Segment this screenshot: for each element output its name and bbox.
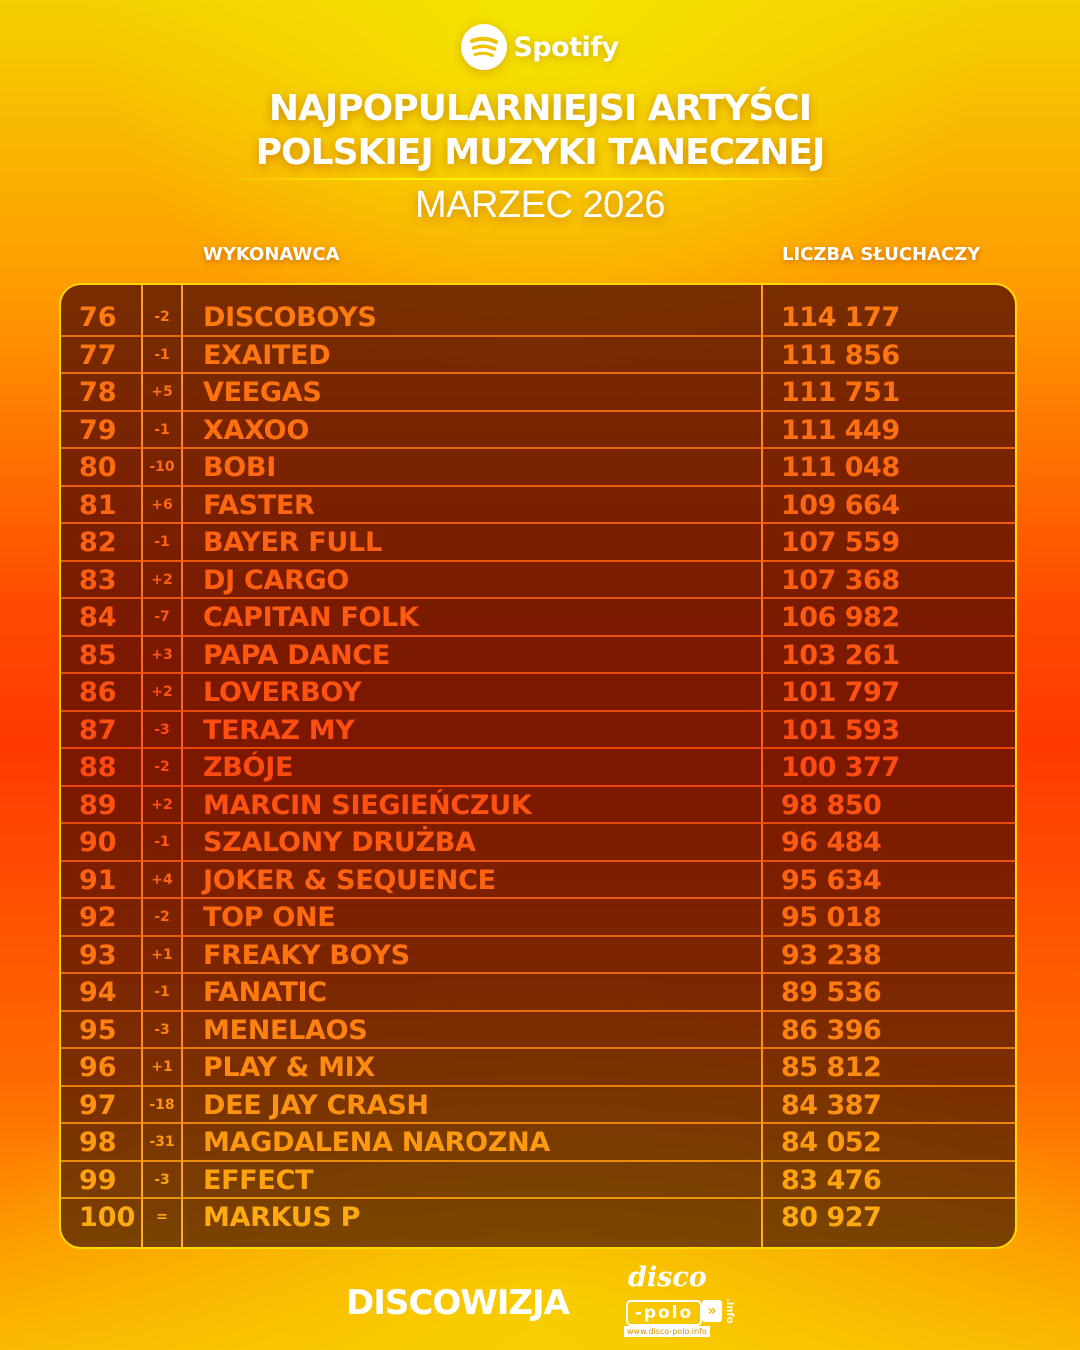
artist-cell: CAPITAN FOLK — [203, 602, 419, 633]
rank-cell: 99 — [79, 1164, 117, 1196]
change-cell: +2 — [151, 684, 173, 700]
listeners-cell: 107 559 — [781, 527, 900, 558]
rank-cell: 96 — [79, 1052, 117, 1083]
table-row — [61, 1162, 1017, 1200]
change-cell: +6 — [151, 496, 173, 513]
page-subtitle: MARZEC 2026 — [414, 184, 666, 226]
disco-polo-info-logo — [624, 1262, 739, 1338]
spotify-logo-icon — [461, 24, 507, 70]
change-cell: +3 — [151, 646, 173, 663]
rank-cell: 80 — [79, 452, 117, 483]
artist-cell: FREAKY BOYS — [203, 939, 410, 971]
listeners-cell: 111 751 — [781, 377, 900, 408]
table-row — [61, 487, 1017, 525]
change-cell: -1 — [154, 834, 170, 850]
rank-cell: 92 — [79, 902, 117, 933]
artist-cell: ZBÓJE — [203, 752, 294, 783]
table-row — [61, 787, 1017, 825]
spotify-logo — [0, 24, 1080, 70]
rank-cell: 89 — [79, 789, 117, 821]
table-row — [61, 1124, 1017, 1162]
rank-cell: 82 — [79, 527, 117, 558]
listeners-cell: 101 797 — [781, 677, 900, 708]
artist-cell: DEE JAY CRASH — [203, 1089, 429, 1121]
listeners-cell: 80 927 — [781, 1202, 882, 1233]
rank-cell: 88 — [79, 752, 117, 783]
listeners-cell: 111 449 — [781, 414, 900, 446]
table-row — [61, 374, 1017, 412]
table-row — [61, 1199, 1017, 1237]
artist-cell: MARCIN SIEGIEŃCZUK — [203, 789, 532, 821]
title-divider — [215, 178, 865, 180]
artist-cell: PLAY & MIX — [203, 1052, 375, 1083]
fast-forward-icon: » — [702, 1300, 722, 1322]
listeners-cell: 86 396 — [781, 1014, 882, 1046]
artist-cell: PAPA DANCE — [203, 639, 390, 671]
artist-cell: TERAZ MY — [203, 714, 355, 746]
rank-cell: 95 — [79, 1014, 117, 1046]
change-cell: +2 — [151, 796, 173, 813]
listeners-cell: 111 048 — [781, 452, 900, 483]
listeners-cell: 95 634 — [781, 864, 882, 896]
table-row — [61, 1049, 1017, 1087]
artist-cell: EFFECT — [203, 1164, 314, 1196]
table-row — [61, 449, 1017, 487]
partner-logo-mid: -polo — [626, 1300, 702, 1326]
listeners-cell: 103 261 — [781, 639, 900, 671]
page-title-line2: POLSKIEJ MUZYKI TANECZNEJ — [255, 132, 825, 173]
table-row — [61, 599, 1017, 637]
table-row — [61, 674, 1017, 712]
table-row — [61, 299, 1017, 337]
artist-cell: MARKUS P — [203, 1202, 361, 1233]
listeners-cell: 101 593 — [781, 714, 900, 746]
table-row — [61, 899, 1017, 937]
artist-cell: EXAITED — [203, 339, 331, 371]
table-row — [61, 824, 1017, 862]
listeners-cell: 107 368 — [781, 564, 900, 596]
listeners-cell: 89 536 — [781, 977, 882, 1008]
rank-cell: 100 — [79, 1202, 136, 1233]
rank-cell: 97 — [79, 1089, 117, 1121]
change-cell: -2 — [154, 759, 170, 775]
change-cell: -1 — [154, 534, 170, 550]
listeners-cell: 83 476 — [781, 1164, 882, 1196]
change-cell: +4 — [151, 871, 173, 888]
table-row — [61, 637, 1017, 675]
change-cell: -3 — [154, 1171, 170, 1188]
rank-cell: 77 — [79, 339, 117, 371]
rank-cell: 91 — [79, 864, 117, 896]
change-cell: +1 — [151, 1059, 173, 1075]
rank-cell: 86 — [79, 677, 117, 708]
change-cell: -10 — [149, 459, 175, 475]
rank-cell: 90 — [79, 827, 117, 858]
listeners-cell: 100 377 — [781, 752, 900, 783]
column-header-listeners: LICZBA SŁUCHACZY — [782, 244, 981, 265]
table-row — [61, 712, 1017, 750]
partner-url: www.disco-polo.info — [624, 1326, 710, 1337]
artist-cell: TOP ONE — [203, 902, 336, 933]
change-cell: -2 — [154, 909, 170, 925]
table-row — [61, 524, 1017, 562]
change-cell: -3 — [154, 721, 170, 738]
change-cell: -2 — [154, 309, 170, 325]
listeners-cell: 106 982 — [781, 602, 900, 633]
partner-logo-side: .info — [724, 1298, 735, 1324]
artist-cell: SZALONY DRUŻBA — [203, 827, 476, 858]
rank-cell: 76 — [79, 302, 117, 333]
listeners-cell: 93 238 — [781, 939, 882, 971]
change-cell: -31 — [149, 1134, 175, 1150]
artist-cell: MENELAOS — [203, 1014, 368, 1046]
spotify-wordmark: Spotify — [513, 31, 619, 63]
rank-cell: 85 — [79, 639, 117, 671]
change-cell: +5 — [151, 384, 173, 400]
artist-cell: BAYER FULL — [203, 527, 382, 558]
artist-cell: FANATIC — [203, 977, 327, 1008]
artist-cell: DISCOBOYS — [203, 302, 377, 333]
rank-cell: 98 — [79, 1127, 117, 1158]
discowizja-logo: DISCOWIZJA — [346, 1283, 569, 1323]
listeners-cell: 114 177 — [781, 302, 900, 333]
table-row — [61, 412, 1017, 450]
artist-cell: MAGDALENA NAROZNA — [203, 1127, 550, 1158]
table-row — [61, 1087, 1017, 1125]
change-cell: +2 — [151, 571, 173, 588]
listeners-cell: 84 052 — [781, 1127, 882, 1158]
artist-cell: BOBI — [203, 452, 276, 483]
artist-cell: JOKER & SEQUENCE — [203, 864, 496, 896]
change-cell: +1 — [151, 946, 173, 963]
artist-cell: LOVERBOY — [203, 677, 362, 708]
listeners-cell: 98 850 — [781, 789, 882, 821]
change-cell: -1 — [154, 421, 170, 438]
rank-cell: 94 — [79, 977, 117, 1008]
table-row — [61, 337, 1017, 375]
listeners-cell: 85 812 — [781, 1052, 882, 1083]
change-cell: = — [156, 1209, 168, 1225]
rank-cell: 81 — [79, 489, 117, 521]
ranking-table — [59, 283, 1017, 1249]
change-cell: -3 — [154, 1021, 170, 1038]
table-row — [61, 749, 1017, 787]
rank-cell: 78 — [79, 377, 117, 408]
table-row — [61, 562, 1017, 600]
rank-cell: 87 — [79, 714, 117, 746]
rank-cell: 79 — [79, 414, 117, 446]
rank-cell: 84 — [79, 602, 117, 633]
listeners-cell: 95 018 — [781, 902, 882, 933]
page-title-line1: NAJPOPULARNIEJSI ARTYŚCI — [268, 88, 812, 129]
change-cell: -1 — [154, 346, 170, 363]
artist-cell: XAXOO — [203, 414, 309, 446]
artist-cell: VEEGAS — [203, 377, 322, 408]
column-header-artist: WYKONAWCA — [203, 244, 340, 265]
rank-cell: 83 — [79, 564, 117, 596]
listeners-cell: 96 484 — [781, 827, 882, 858]
table-row — [61, 937, 1017, 975]
table-row — [61, 974, 1017, 1012]
change-cell: -1 — [154, 984, 170, 1000]
table-row — [61, 862, 1017, 900]
listeners-cell: 111 856 — [781, 339, 900, 371]
table-row — [61, 1012, 1017, 1050]
partner-logo-top: disco — [628, 1262, 707, 1293]
rank-cell: 93 — [79, 939, 117, 971]
artist-cell: FASTER — [203, 489, 315, 521]
change-cell: -7 — [154, 609, 170, 625]
listeners-cell: 84 387 — [781, 1089, 882, 1121]
artist-cell: DJ CARGO — [203, 564, 350, 596]
change-cell: -18 — [149, 1096, 175, 1113]
listeners-cell: 109 664 — [781, 489, 900, 521]
